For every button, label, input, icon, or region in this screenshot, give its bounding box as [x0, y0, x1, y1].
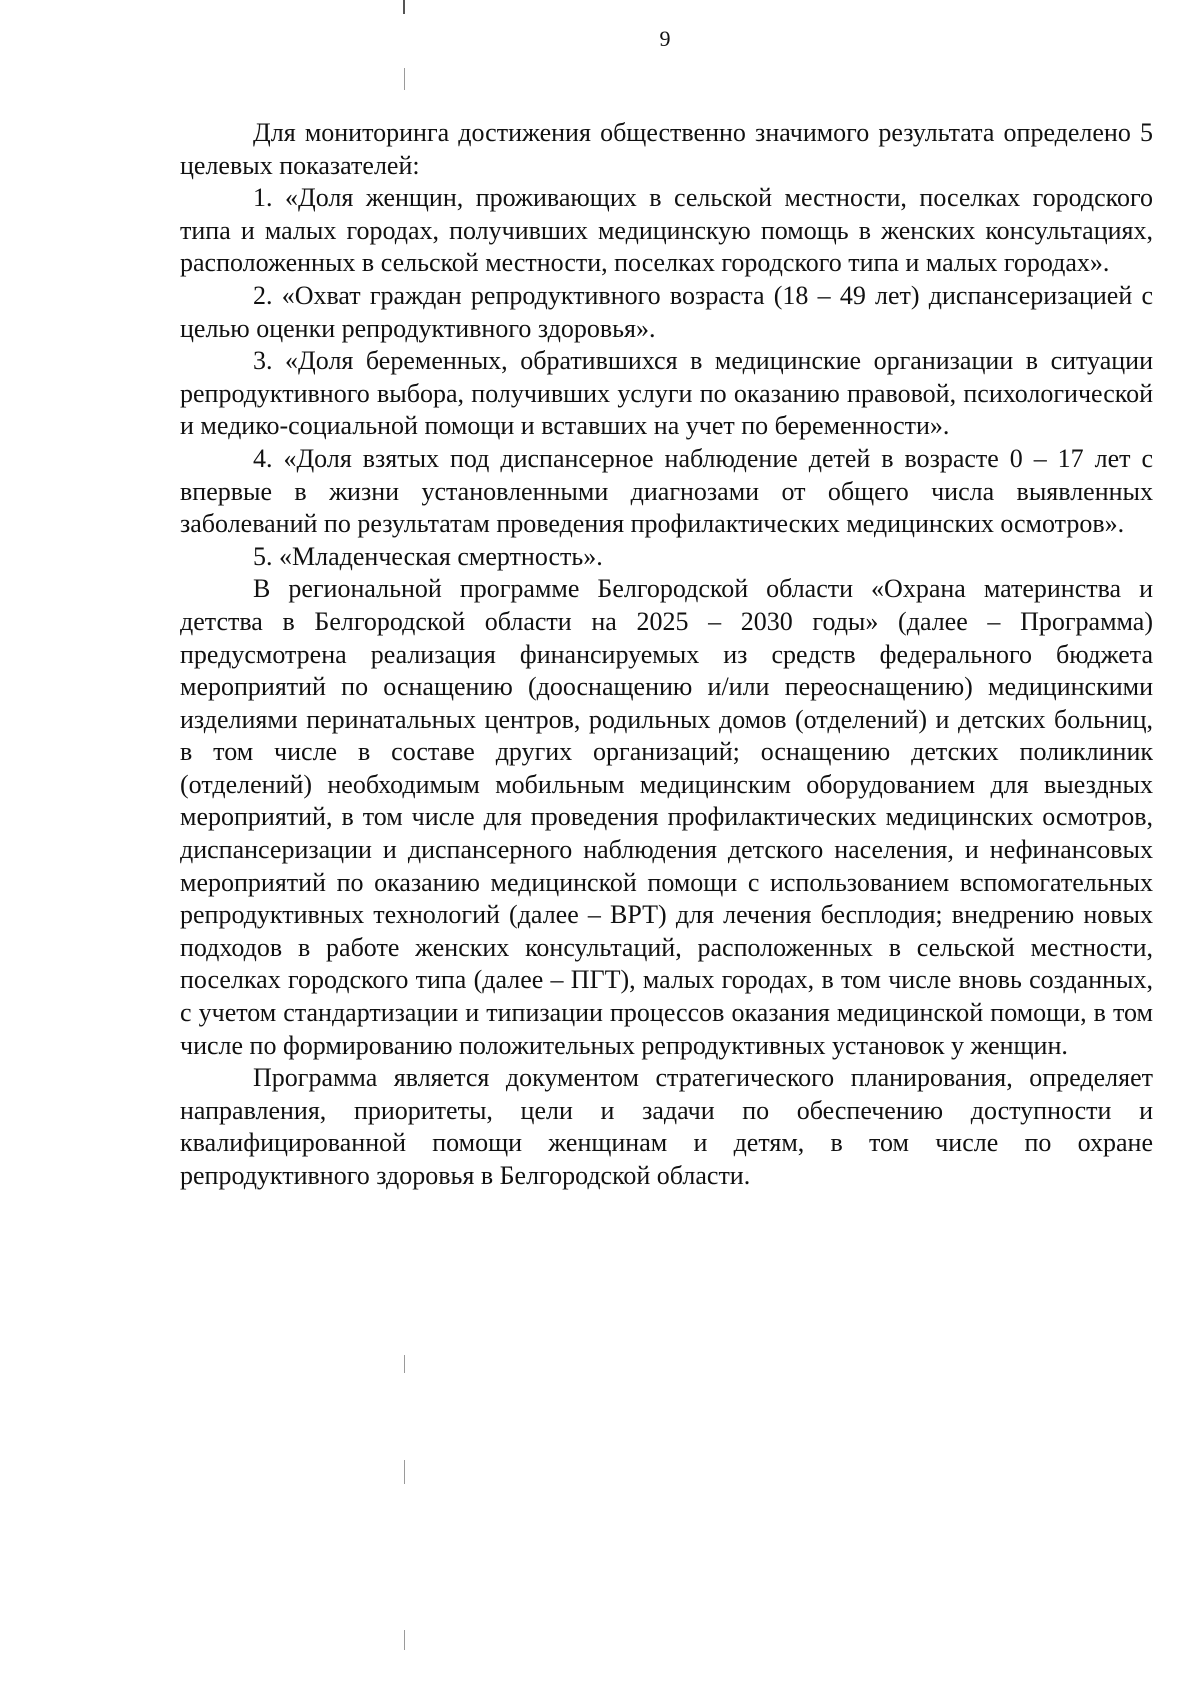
- page-number: 9: [659, 26, 671, 51]
- intro-paragraph: Для мониторинга достижения общественно значимого результата определено 5 целевых показателей:: [180, 118, 1153, 180]
- indicator-2-paragraph: 2. «Охват граждан репродуктивного возраста (18 – 49 лет) диспансеризацией с целью оценки репродуктивного здоровья».: [180, 280, 1153, 343]
- indicator-3-paragraph: 3. «Доля беременных, обратившихся в медицинские организации в ситуации репродуктивного выбора, получивших услуги по оказанию правовой, психологической и медико-социальной помощи и вставших на учет по беременности».: [180, 346, 1153, 441]
- scan-artifact-line: [404, 68, 405, 90]
- program-description-paragraph: В региональной программе Белгородской области «Охрана материнства и детства в Белгородской области на 2025 – 2030 годы» (далее – Программа) предусмотрена реализация финансируемых из средств федерального бюджета мероприятий по оснащению (дооснащению и/или переоснащению) медицинскими изделиями перинатальных центров, родильных домов (отделений) и детских больниц, в том числе в составе других организаций; оснащению детских поликлиник (отделений) необходимым мобильным медицинским оборудованием для выездных мероприятий, в том числе для проведения профилактических медицинских осмотров, диспансеризации и диспансерного наблюдения детского населения, и нефинансовых мероприятий по оказанию медицинской помощи с использованием вспомогательных репродуктивных технологий (далее – ВРТ) для лечения бесплодия; внедрению новых подходов в работе женских консультаций, расположенных в сельской местности, поселках городского типа (далее – ПГТ), малых городах, в том числе вновь созданных, с учетом стандартизации и типизации процессов оказания медицинской помощи, в том числе по формированию положительных репродуктивных установок у женщин.: [180, 574, 1153, 1060]
- scan-mark-top: [403, 0, 405, 14]
- scan-artifact-line: [404, 1630, 405, 1650]
- scan-artifact-line: [404, 1460, 405, 1484]
- scan-artifact-line: [404, 1355, 405, 1373]
- indicator-1-paragraph: 1. «Доля женщин, проживающих в сельской местности, поселках городского типа и малых городах, получивших медицинскую помощь в женских консультациях, расположенных в сельской местности, поселках городского типа и малых городах».: [180, 183, 1153, 278]
- indicator-4-paragraph: 4. «Доля взятых под диспансерное наблюдение детей в возрасте 0 – 17 лет с впервые в жизни установленными диагнозами от общего числа выявленных заболеваний по результатам проведения профилактических медицинских осмотров».: [180, 443, 1153, 539]
- program-purpose-paragraph: Программа является документом стратегического планирования, определяет направления, приоритеты, цели и задачи по обеспечению доступности и квалифицированной помощи женщинам и детям, в том числе по охране репродуктивного здоровья в Белгородской области.: [180, 1063, 1153, 1190]
- document-body: [180, 117, 1153, 1193]
- indicator-5-paragraph: 5. «Младенческая смертность».: [253, 541, 603, 571]
